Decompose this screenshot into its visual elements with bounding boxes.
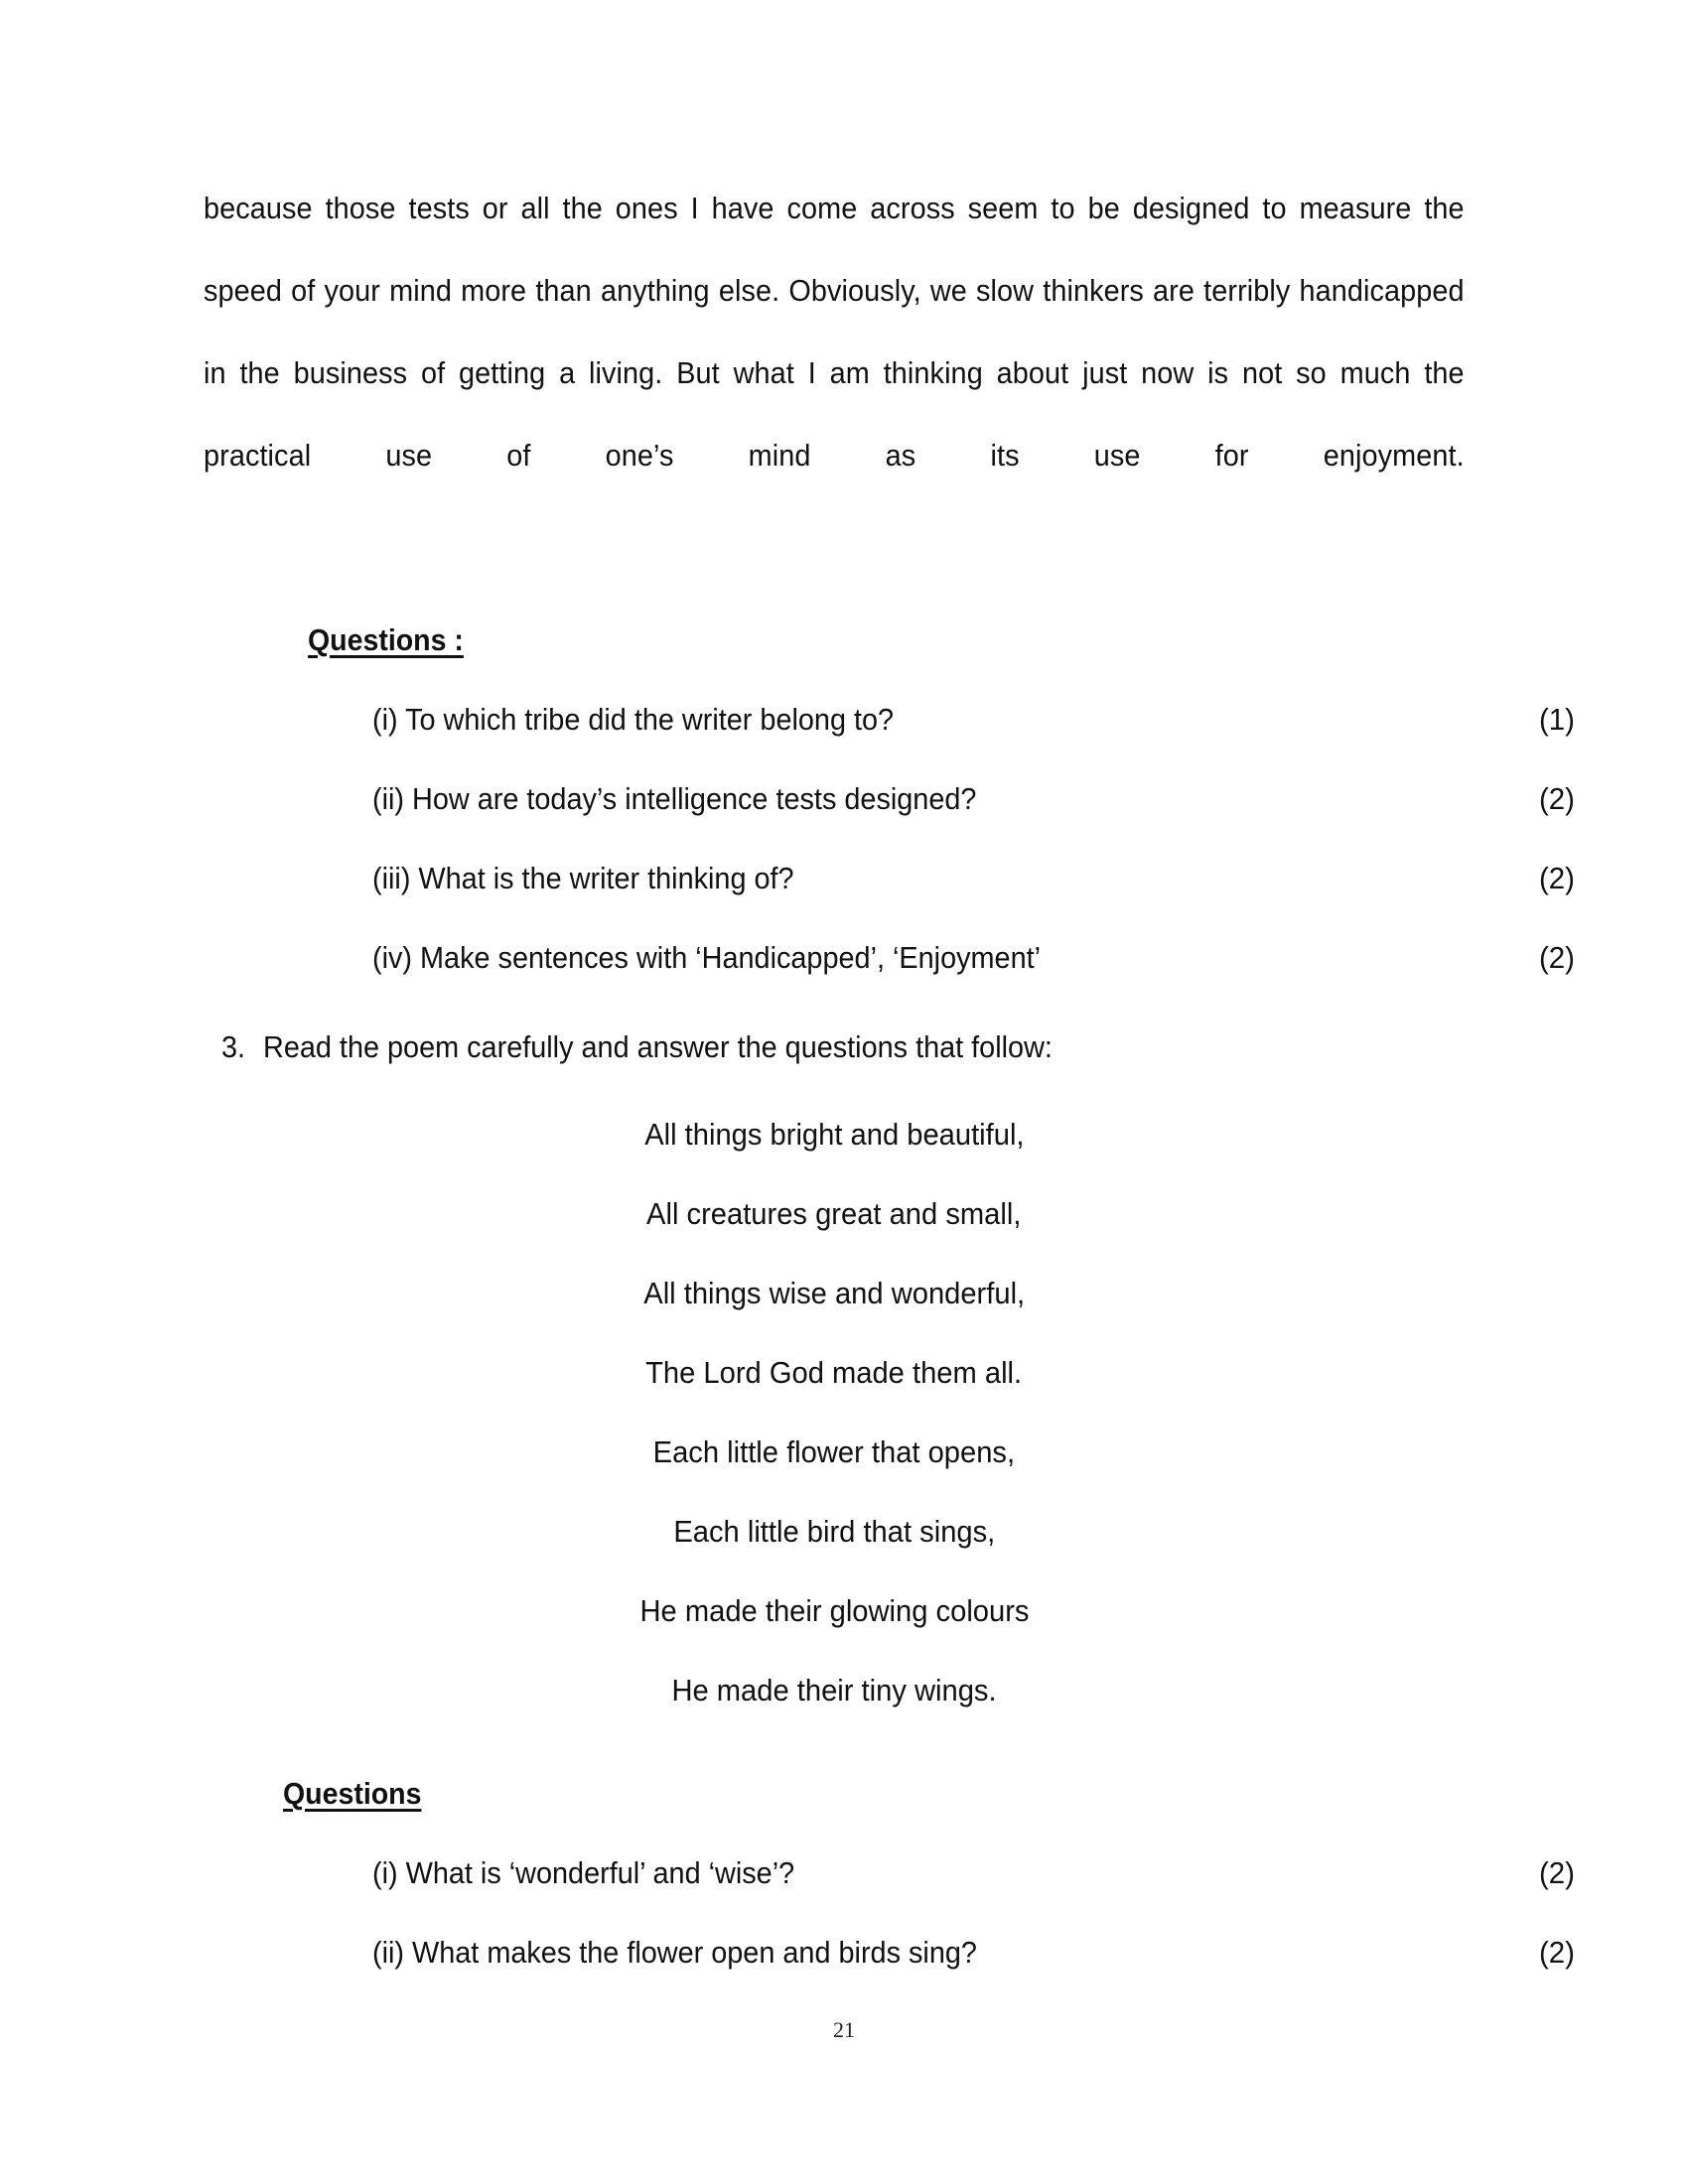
question-item <box>204 839 1575 918</box>
poem-line-text: He made their glowing colours <box>639 1593 1029 1628</box>
question-text: (iv) Make sentences with ‘Handicapped’, ‘Enjoyment’ <box>372 940 1042 975</box>
poem-line <box>204 1571 1465 1651</box>
question-text: (i) What is ‘wonderful’ and ‘wise’? <box>372 1855 795 1890</box>
poem-line <box>204 1413 1465 1492</box>
poem-line <box>204 1095 1465 1174</box>
questions-list-2 <box>204 1834 1575 1992</box>
questions-heading: Questions : <box>308 622 464 657</box>
poem-line <box>204 1333 1465 1413</box>
questions-list-1 <box>204 680 1575 998</box>
poem-line-text: All creatures great and small, <box>646 1196 1022 1231</box>
questions-heading-row <box>204 601 1465 680</box>
question-item <box>204 1834 1575 1913</box>
poem-line-text: Each little flower that opens, <box>652 1434 1016 1469</box>
poem-line <box>204 1174 1465 1254</box>
question-marks: (2) <box>1539 1935 1575 1970</box>
question-item <box>204 918 1575 998</box>
poem-line-text: The Lord God made them all. <box>645 1355 1023 1390</box>
question-item <box>204 680 1575 759</box>
question-text: (i) To which tribe did the writer belong to? <box>372 702 895 737</box>
poem-line <box>204 1651 1465 1730</box>
poem-line <box>204 1492 1465 1571</box>
poem-block <box>204 1095 1465 1730</box>
poem-line-text: All things wise and wonderful, <box>643 1276 1025 1310</box>
poem-line-text: He made their tiny wings. <box>671 1673 997 1707</box>
question-marks: (1) <box>1539 702 1575 737</box>
body-paragraph: because those tests or all the ones I have come across seem to be designed to measure the speed of your mind more than anything else. Obviously, we slow thinkers are terribly handicapped in the business of getting a living. But what I am thinking about just now is not so much the practical use of one’s mind as its use for enjoyment. <box>204 191 1465 473</box>
poem-questions-heading: Questions <box>283 1776 422 1811</box>
page-number: 21 <box>833 2017 855 2042</box>
question-marks: (2) <box>1539 861 1575 895</box>
question-text: (iii) What is the writer thinking of? <box>372 861 794 895</box>
poem-line <box>204 1254 1465 1333</box>
question-item <box>204 759 1575 839</box>
poem-line-text: Each little bird that sings, <box>673 1514 995 1549</box>
question-marks: (2) <box>1539 940 1575 975</box>
poem-line-text: All things bright and beautiful, <box>643 1117 1025 1152</box>
question-marks: (2) <box>1539 781 1575 816</box>
question-marks: (2) <box>1539 1855 1575 1890</box>
item-3-instruction-row <box>204 1008 1465 1087</box>
question-text: (ii) How are today’s intelligence tests designed? <box>372 781 977 816</box>
item-3-number: 3. <box>221 1029 246 1064</box>
item-3-instruction: Read the poem carefully and answer the questions that follow: <box>263 1029 1053 1064</box>
question-text: (ii) What makes the flower open and birds sing? <box>372 1935 977 1970</box>
page-content <box>204 167 1575 1992</box>
question-item <box>204 1913 1575 1992</box>
poem-questions-heading-row <box>204 1754 1465 1834</box>
